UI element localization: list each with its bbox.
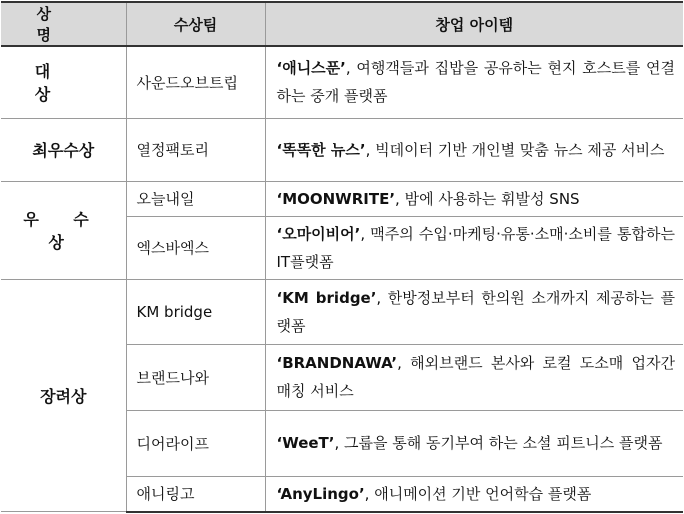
header-item: 창업 아이템 [265, 2, 683, 46]
team-cell: KM bridge [126, 279, 265, 344]
table-row [1, 118, 683, 181]
team-cell: 열정팩토리 [126, 118, 265, 181]
table-row [1, 279, 683, 344]
item-cell [265, 216, 683, 279]
item-description: , 한방정보부터 한의원 소개까지 제공하는 플랫폼 [276, 288, 675, 335]
item-cell [265, 181, 683, 216]
item-name: ‘KM bridge’ [276, 288, 377, 307]
item-cell [265, 279, 683, 344]
item-cell [265, 118, 683, 181]
item-description: , 맥주의 수입·마케팅·유통·소매·소비를 통합하는 IT플랫폼 [276, 224, 675, 271]
item-description: , 그룹을 통해 동기부여 하는 소셜 피트니스 플랫폼 [334, 434, 663, 452]
team-cell: 오늘내일 [126, 181, 265, 216]
item-description: , 빅데이터 기반 개인별 맞춤 뉴스 제공 서비스 [365, 140, 665, 159]
item-name: ‘오마이비어’ [276, 224, 361, 243]
item-name: ‘MOONWRITE’ [276, 189, 396, 208]
team-cell: 브랜드나와 [126, 344, 265, 410]
header-team: 수상팀 [126, 2, 265, 46]
item-name: ‘AnyLingo’ [276, 484, 365, 503]
item-cell [265, 410, 683, 476]
team-cell: 엑스바엑스 [126, 216, 265, 279]
table-row [1, 181, 683, 216]
team-cell: 애니링고 [126, 476, 265, 512]
item-description: , 여행객들과 집밥을 공유하는 현지 호스트를 연결하는 중개 플랫폼 [276, 59, 675, 106]
award-cell: 최우수상 [1, 118, 126, 181]
awards-table [1, 1, 683, 513]
item-name: ‘똑똑한 뉴스’ [276, 140, 366, 159]
header-award: 상 명 [1, 2, 126, 46]
table-body [1, 46, 683, 512]
item-cell [265, 344, 683, 410]
team-cell: 사운드오브트립 [126, 46, 265, 118]
item-cell [265, 46, 683, 118]
table-row [1, 46, 683, 118]
item-name: ‘WeeT’ [276, 434, 335, 452]
item-cell [265, 476, 683, 512]
item-description: , 밤에 사용하는 휘발성 SNS [395, 189, 580, 208]
team-cell: 디어라이프 [126, 410, 265, 476]
award-cell: 장려상 [1, 279, 126, 512]
item-description: , 애니메이션 기반 언어학습 플랫폼 [364, 484, 592, 503]
table-header [1, 2, 683, 46]
item-name: ‘애니스푼’ [276, 59, 346, 78]
item-description: , 해외브랜드 본사와 로컬 도소매 업자간 매칭 서비스 [276, 354, 675, 400]
award-cell: 대 상 [1, 46, 126, 118]
item-name: ‘BRANDNAWA’ [276, 354, 398, 372]
award-cell: 우 수 상 [1, 181, 126, 279]
